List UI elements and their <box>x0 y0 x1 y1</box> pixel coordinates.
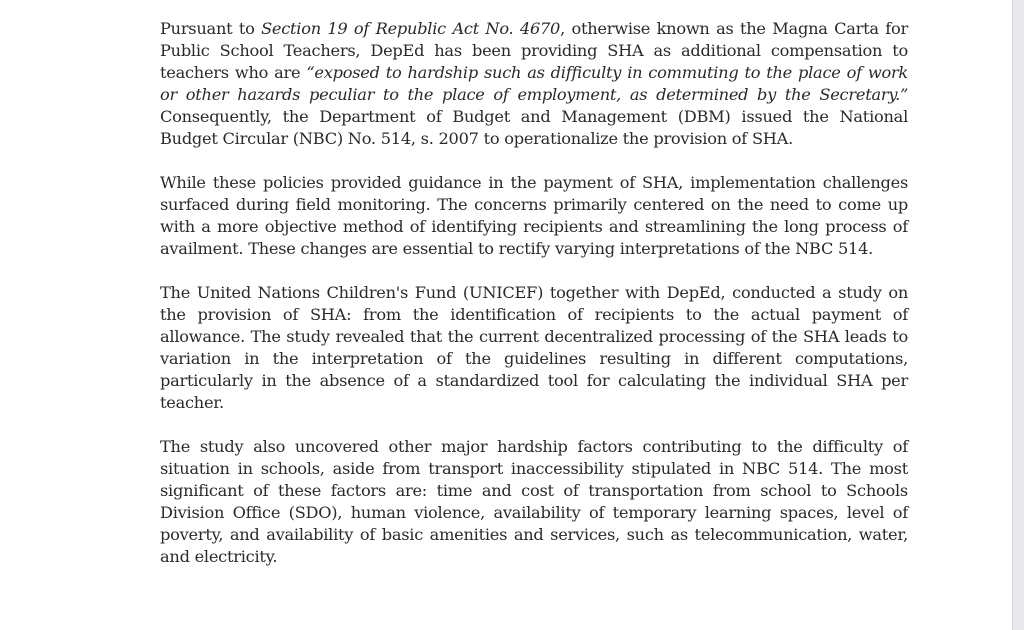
paragraph-implementation-challenges <box>160 172 908 260</box>
text-segment: The study also uncovered other major hardship factors contributing to the difficulty of situation in schools, aside from transport inaccessibility stipulated in NBC 514. The most significant of these factors are: time and cost of transportation from school to Schools Division Office (SDO), human violence, availability of temporary learning spaces, level of poverty, and availability of basic amenities and services, such as telecommunication, water, and electricity. <box>160 437 908 566</box>
paragraph-hardship-factors <box>160 436 908 568</box>
text-segment: , otherwise known as the Magna Carta for Public School Teachers, DepEd has been providing SHA as additional compensation to teachers who are <box>160 19 908 82</box>
document-body <box>160 18 908 590</box>
paragraph-sha-legal-basis <box>160 18 908 150</box>
paragraph-unicef-study <box>160 282 908 414</box>
text-segment-italic-quote: “exposed to hardship such as difficulty in commuting to the place of work or other hazards peculiar to the place of employment, as determined by the Secretary.” <box>160 63 908 104</box>
text-segment-italic: Section 19 of Republic Act No. 4670 <box>261 19 561 38</box>
text-segment: While these policies provided guidance in the payment of SHA, implementation challenges surfaced during field monitoring. The concerns primarily centered on the need to come up with a more objective method of identifying recipients and streamlining the long process of availment. These changes are essential to rectify varying interpretations of the NBC 514. <box>160 173 908 258</box>
text-segment: Pursuant to <box>160 19 262 38</box>
page-edge-divider <box>1012 0 1024 630</box>
text-segment: The United Nations Children's Fund (UNICEF) together with DepEd, conducted a study on the provision of SHA: from the identification of recipients to the actual payment of allowance. The study revealed that the current decentralized processing of the SHA leads to variation in the interpretation of the guidelines resulting in different computations, particularly in the absence of a standardized tool for calculating the individual SHA per teacher. <box>160 283 908 412</box>
text-segment: Consequently, the Department of Budget and Management (DBM) issued the National Budget Circular (NBC) No. 514, s. 2007 to operationalize the provision of SHA. <box>160 107 908 148</box>
